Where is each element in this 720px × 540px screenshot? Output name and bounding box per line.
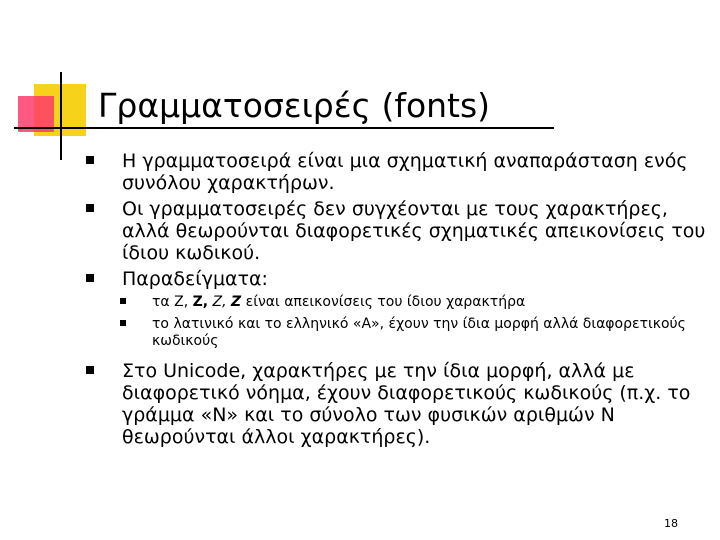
square-bullet-icon <box>86 204 94 212</box>
example-z-bold-italic: Z <box>231 294 242 310</box>
example-z-italic: Z, <box>212 294 227 310</box>
decorative-vertical-line <box>60 72 62 160</box>
bullet-text: Η γραμματοσειρά είναι μια σχηματική αναπαράσταση ενός συνόλου χαρακτήρων. <box>122 150 688 194</box>
square-bullet-icon <box>120 298 126 304</box>
bullet-item <box>86 360 706 448</box>
bullet-text: Παραδείγματα: <box>122 268 268 290</box>
example-z-bold: Z, <box>192 294 209 310</box>
bullet-text: Οι γραμματοσειρές δεν συγχέονται με τους χαρακτήρες, αλλά θεωρούνται διαφορετικές σχηματικές απεικονίσεις του ίδιου κωδικού. <box>122 198 706 264</box>
example-second: το λατινικό και το ελληνικό «Α», έχουν την ίδια μορφή αλλά διαφορετικούς κωδικούς <box>152 316 686 349</box>
slide-title: Γραμματοσειρές (fonts) <box>98 86 491 125</box>
bullet-text: Στο Unicode, χαρακτήρες με την ίδια μορφή, αλλά με διαφορετικό νόημα, έχουν διαφορετικούς κωδικούς (π.χ. το γράμμα «Ν» και το σύνολο των φυσικών αριθμών Ν θεωρούνται άλλοι χαρακτήρες). <box>122 360 691 448</box>
page-number: 18 <box>664 517 678 530</box>
examples-sublist <box>120 294 706 350</box>
bullet-item <box>86 198 706 264</box>
square-bullet-icon <box>120 320 126 326</box>
bullet-item <box>86 268 706 290</box>
example-prefix: τα Z, <box>152 294 193 310</box>
square-bullet-icon <box>86 274 94 282</box>
bullet-item <box>86 150 706 194</box>
sub-bullet-item <box>120 294 706 311</box>
slide-content <box>86 150 706 452</box>
sub-bullet-item <box>120 316 706 350</box>
example-suffix: είναι απεικονίσεις του ίδιου χαρακτήρα <box>245 294 526 310</box>
square-bullet-icon <box>86 156 94 164</box>
square-bullet-icon <box>86 366 94 374</box>
